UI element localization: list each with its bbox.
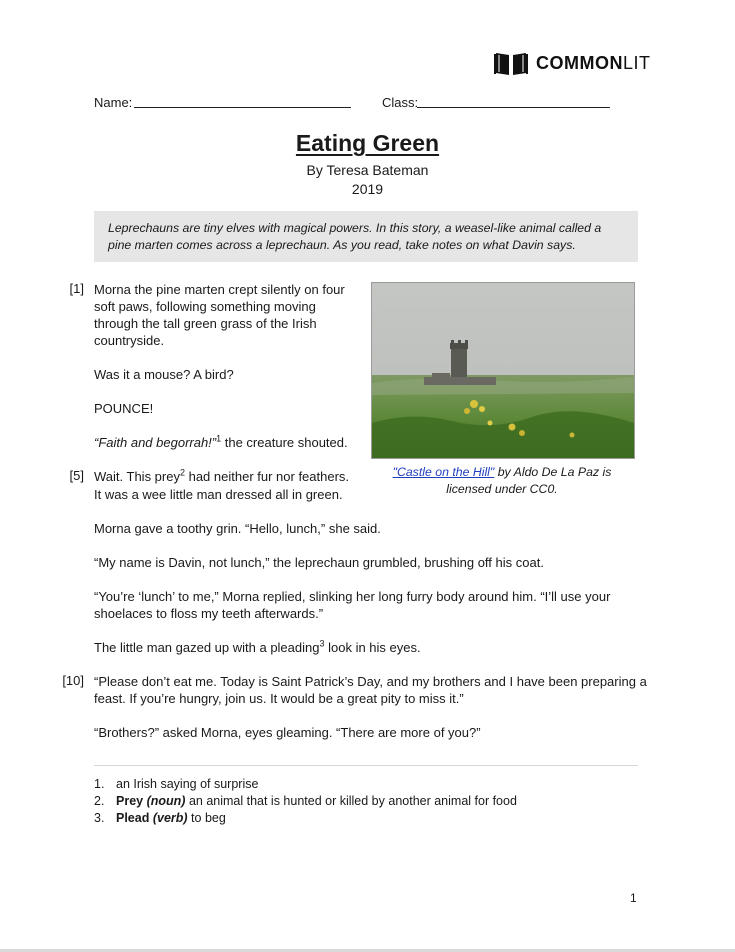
paragraph: POUNCE!: [94, 401, 154, 416]
paragraph-number: [5]: [69, 468, 84, 483]
footnote-item: 3. Plead (verb) to beg: [94, 811, 226, 825]
paragraph-line: soft paws, following something moving: [94, 299, 316, 314]
paragraph-line: countryside.: [94, 333, 165, 348]
page-number: 1: [630, 891, 637, 905]
byline: By Teresa Bateman: [306, 162, 429, 178]
paragraph-line: It was a wee little man dressed all in green.: [94, 487, 343, 502]
footnote-item: 2. Prey (noun) an animal that is hunted or killed by another animal for food: [94, 794, 517, 808]
paragraph-line: feast. If you’re hungry, join us. It would be a great pity to miss it.”: [94, 691, 464, 706]
paragraph-line: “Please don’t eat me. Today is Saint Patrick’s Day, and my brothers and I have been preparing a: [94, 674, 647, 689]
publication-year: 2019: [351, 181, 384, 197]
commonlit-logo: [494, 50, 651, 76]
image-source-link[interactable]: "Castle on the Hill": [392, 465, 495, 479]
footnote-item: 1. an Irish saying of surprise: [94, 777, 259, 791]
paragraph: The little man gazed up with a pleading$^3$ look in his eyes.: [94, 638, 421, 655]
paragraph-line: Morna the pine marten crept silently on four: [94, 282, 345, 297]
class-field[interactable]: [417, 107, 610, 108]
story-title: Eating Green: [295, 130, 440, 156]
image-caption: "Castle on the Hill" by Aldo De La Paz is licensed under CC0.: [392, 465, 612, 496]
paragraph-line: “You’re ‘lunch’ to me,” Morna replied, slinking her long furry body around him. “I’ll use your: [94, 589, 611, 604]
paragraph: “Brothers?” asked Morna, eyes gleaming. “There are more of you?”: [94, 725, 481, 740]
footnote-ref[interactable]: 1: [216, 433, 222, 444]
logo-wordmark: COMMONLIT: [536, 52, 651, 73]
footnote-divider: [94, 765, 638, 766]
paragraph: Wait. This prey$^2$ had neither fur nor feathers.: [94, 467, 350, 484]
name-field[interactable]: [134, 107, 351, 108]
paragraph-number: [10]: [62, 673, 84, 688]
paragraph: Was it a mouse? A bird?: [94, 367, 234, 382]
class-label: Class:: [382, 95, 419, 110]
paragraph-line: through the tall green grass of the Irish: [94, 316, 317, 331]
footnote-ref[interactable]: 2: [179, 467, 185, 478]
intro-box: Leprechauns are tiny elves with magical powers. In this story, a weasel-like animal called a pine marten comes across a leprechaun. As you read, take notes on what Davin says.: [94, 211, 638, 262]
name-label: Name:: [94, 95, 133, 110]
open-book-icon: [494, 50, 528, 76]
paragraph: “Faith and begorrah!”$^1$ the creature shouted.: [94, 433, 348, 450]
footnote-ref[interactable]: 3: [319, 638, 325, 649]
paragraph-line: shoelaces to floss my teeth afterwards.”: [94, 606, 324, 621]
paragraph-number: [1]: [69, 281, 84, 296]
castle-photo: [371, 282, 635, 459]
paragraph: Morna gave a toothy grin. “Hello, lunch,” she said.: [94, 521, 381, 536]
castle-on-hill-image: [372, 283, 634, 458]
paragraph: “My name is Davin, not lunch,” the leprechaun grumbled, brushing off his coat.: [94, 555, 544, 570]
